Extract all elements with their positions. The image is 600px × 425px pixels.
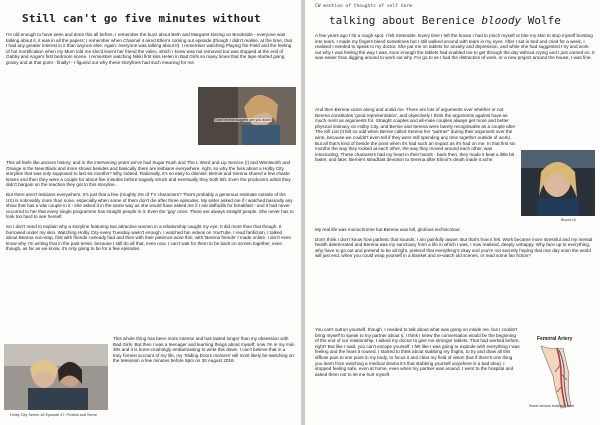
right-page-title [329, 14, 561, 27]
photo2-caption: Holby City Series 18 Episode 47: Protect and Serve [10, 413, 97, 417]
left-text-middle [6, 160, 294, 256]
leg-artery-illustration [523, 344, 597, 410]
right-para-1: A few years ago I hit a rough spot. I felt miserable. Every time I left the house I had to pinch myself or bite my skin to stop myself bursting into tears. I made my fingers bleed sometimes but I still walked around with tears in my eyes. After I sat in bed and cried for a week, I realised I needed to speak to my doctor. She put me on tablets for anxiety and depression, and while she had suggested I try and work out why I was feeling the way I was, soon enough the tablets had enabled me to get through the day without crying and I just carried on. It was easier than digging around to work out why. For go to as I had the distraction of work, or a new project around the house, I was fine. [315, 33, 595, 61]
right-para-3: My real life was monochrome but Berena was full, glorious technicolour. [315, 227, 461, 232]
photo1-caption: "Don't let the buggers get you down" [214, 118, 272, 122]
right-para-2: And then Berena came along and undid me. There are lots of arguments over whether or not Berena constitutes 'good representation', and objectively I think the arguments against have as much merit as arguments for. Straight couples and all-male couples always get more and better physical intimacy on Holby City, and Bernie and Serena were barely recognisable as a couple after The Kill List (it felt so odd when Bernie called Serena her "partner" during their argument over the wine, because we couldn't even tell if they were still spending any time together outside of work). But all that's kind of beside the point when it's had such an impact as it's had on me. In that first six months the way they looked at each other, the way they moved around each other, was intoxicating. These characters had my heart in their hands - back then, they made it beat a little bit faster, and later, Bernie's steadfast devotion to Serena after Elinor's death made it ache. [315, 107, 516, 163]
left-para-5: This whole thing has been more intense and has lasted longer than my obsession with Bad Girls. But then I was a teenager and learning things about myself; now I'm in my mid-30s and it is bone-crushingly embarrassing to write this down. I can't believe that in a truly honest account of my life, my 'Sliding Doors moment' will most likely be switching on the television a few minutes before 9pm on 30 August 2016. [113, 336, 295, 364]
right-para-5: You can't outrun yourself, though. I needed to talk about what was going on inside me, but I couldn't bring myself to speak to my partner about it. I think I knew the conversation would be the beginning of the end of our relationship. I asked my doctor to give me stronger tablets. That had worked before, right? But like I said, you can't escape yourself. I felt like I was going to explode with everything I was feeling and the fears it roused. I started to think about stabbing my thighs, to try and draw all this diffuse pain to one point in my body, to focus it and clear my field of vision (but if there's one thing you learn from watching a medical drama it's that stabbing yourself anywhere is a bad idea). I stopped feeling safe, even at home, even when my partner was around. I went to the hospital and asked them not to let me hurt myself. [315, 327, 520, 377]
content-warning: CW mention of thoughts of self harm [315, 4, 412, 9]
photo-protect-and-serve [4, 344, 108, 410]
left-para-2: This all feels like ancient history, and in the intervening years we've had Sugar Rush and The L Word and Lip Service (!) and Wentworth and Orange is the New Black and more shows besides and basically there are lesbians everywhere, right, so why the fuss about a Holby City storyline that was only supposed to last six months? Why indeed. Rationally, it's so easy to dismiss: Bernie and Serena shared a few chaste kisses and then they were a couple for about five minutes before tragedy struck and eventually they both left. Even the producers admit they didn't bargain on the reaction they got to this storyline. [6, 160, 291, 188]
right-text-top [315, 33, 595, 65]
diagram-title: Femoral Artery [537, 336, 573, 342]
left-text-top [6, 32, 294, 70]
photo-blood-x3 [521, 150, 595, 216]
photo-blood-caption: Blood x3 [561, 218, 576, 222]
right-para-4: Don't think I don't know how pathetic that sounds. I am painfully aware. But that's how it felt. Work became more stressful and my mental health deteriorated and Berena was my sanctuary from a life in which I was, I now realised, deeply unhappy. Why face up to everything, why have to go out and pretend to be all right, pretend that everything's okay and you're not secretly hoping that one day soon the world will just end, when you could wrap yourself in a blanket and re-watch old scenes, or read some fan fiction? [315, 236, 593, 259]
right-text-middle [315, 227, 595, 263]
diagram-caption: Some serious business here [529, 404, 575, 408]
left-page-title: Still can't go five minutes without [22, 12, 261, 25]
left-para-3: But there aren't lesbians everywhere. It's just that a few (roughly 2% of TV characters? That's probably a generous estimate outside of the US) is noticeably more than none, especially when some of them don't die after three episodes. My sister asked me if I watched basically any show that has a wlw couple in it - she asked it in the same way as she would have asked me if I eat daffodils for breakfast - and it had never occurred to her that every single programme has straight people in it. Even the 'gay' ones. There are always straight people. She never has to look too hard to see herself. [6, 191, 294, 220]
right-text-bottom [315, 327, 520, 381]
right-page [305, 0, 600, 425]
right-text-berena [315, 107, 517, 167]
photo-dont-let-the-buggers [198, 87, 296, 145]
left-text-bottom [113, 336, 295, 368]
title-prefix: talking about Berenice [329, 14, 482, 27]
left-para-1: I'm old enough to have seen and done this all before. I remember the buzz about Beth and Margaret kissing on Brookside - everyone was talking about it, it was in all the papers; I remember when Channel 4 aired Ellen's coming out episode (though I didn't realise, at the time, that I had any greater interest in it than anyone else. Again: everyone was talking about it). I remember watching Playing the Field and the feeling of hot mortification when my Mum told me she'd learnt her friend the video, which I knew was not removed but was stopped at the end of Gabby and Angie's first bedroom scene. I remember watching Nikki first kiss Helen in Bad Girls so many times that the tape started going grainy and at that point - finally! - I figured out why these storylines had such meaning for me. [6, 32, 292, 65]
femoral-artery-diagram [523, 336, 597, 414]
left-para-4: So I don't need to explain why a storyline featuring two attractive women in a relationship caught my eye. It did more than that though. It burrowed under my skin. Watching Holby City every Tuesday wasn't enough. I watched fan videos on YouTube, I read fanfiction, I talked about Berena non-stop, first with friends I already had and then with their patience wore thin, with 'Berena friends' I made online. I don't even know why I'm writing that in the past tense, because I still do all that, even now. I can't wait for them to be back on screen together, even though, as far as we know, it's only going to be for a few episodes [6, 223, 292, 252]
title-suffix: Wolfe [521, 14, 561, 27]
title-emphasis: bloody [481, 14, 522, 27]
